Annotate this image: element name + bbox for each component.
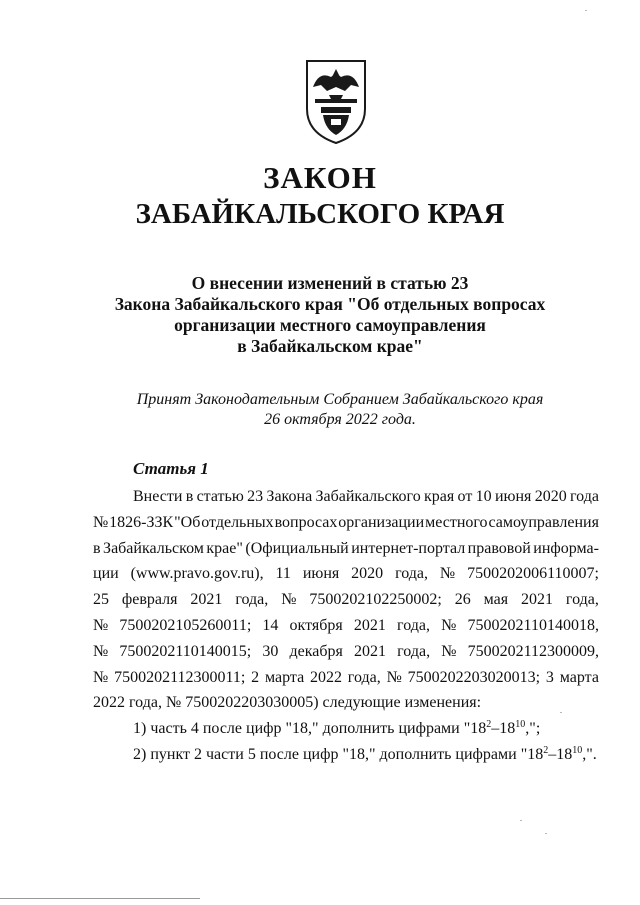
- paragraph-word: 25: [93, 591, 109, 609]
- paragraph-word: №: [441, 642, 457, 660]
- paragraph-word: 30: [262, 642, 279, 660]
- scan-speck: [585, 10, 587, 11]
- paragraph-word: 7500202203020013;: [407, 668, 541, 686]
- paragraph-line: [93, 561, 599, 587]
- paragraph-word: 7500202006110007;: [467, 565, 599, 583]
- paragraph-word: в: [93, 539, 101, 557]
- paragraph-word: №: [281, 591, 297, 609]
- adoption-note: [80, 390, 600, 430]
- scan-speck: [545, 833, 547, 834]
- paragraph-word: 2022: [309, 668, 342, 686]
- paragraph-word: Забайкальского: [315, 488, 421, 505]
- paragraph-word: марта: [559, 668, 599, 686]
- paragraph-word: 14: [262, 616, 279, 634]
- paragraph-word: года,: [347, 668, 381, 686]
- item-text: 1) часть 4 после цифр "18," дополнить цифрами "18: [133, 720, 487, 738]
- adoption-line: 26 октября 2022 года.: [264, 411, 416, 428]
- paragraph-word: 23: [247, 488, 264, 505]
- item-superscript: 2: [486, 719, 492, 731]
- paragraph-word: Внести: [133, 488, 183, 505]
- paragraph-word: 2021: [521, 591, 554, 609]
- paragraph-line: [93, 587, 599, 613]
- amendment-item-1: [93, 716, 599, 742]
- paragraph-line: [93, 536, 599, 562]
- paragraph-word: 11: [275, 565, 291, 583]
- item-text: –18: [548, 745, 573, 763]
- paragraph-word: организации: [338, 513, 425, 531]
- item-superscript: 2: [543, 744, 549, 756]
- paragraph-word: года: [570, 488, 599, 505]
- paragraph-word: 2020: [534, 488, 567, 505]
- paragraph-word: 10: [475, 488, 492, 505]
- item-text: ,".: [582, 745, 597, 763]
- paragraph-word: 26: [454, 591, 471, 609]
- law-name-line: в Забайкальском крае": [237, 336, 423, 356]
- paragraph-word: крае": [206, 539, 243, 557]
- law-name-line: организации местного самоуправления: [174, 315, 486, 335]
- paragraph-line: [93, 613, 599, 639]
- scan-speck: [520, 820, 522, 821]
- law-title: ЗАКОН: [263, 160, 377, 195]
- paragraph-line: [93, 484, 599, 510]
- paragraph-word: интернет-портал: [351, 539, 466, 557]
- paragraph-line: [93, 665, 599, 691]
- paragraph-last-line: 2022 года, № 7500202203030005) следующие изменения:: [93, 694, 482, 712]
- paragraph-word: 7500202112300011;: [114, 668, 246, 686]
- paragraph-word: декабря: [289, 642, 343, 660]
- paragraph-word: года,: [397, 642, 431, 660]
- paragraph-word: Забайкальском: [103, 539, 204, 557]
- paragraph-word: №: [439, 565, 456, 583]
- item-text: 2) пункт 2 части 5 после цифр "18," дополнить цифрами "18: [133, 745, 544, 763]
- paragraph-word: №: [386, 668, 402, 686]
- paragraph-word: Закона: [266, 488, 313, 505]
- paragraph-word: 2021: [354, 642, 386, 660]
- paragraph-word: от: [457, 488, 473, 505]
- article-heading: Статья 1: [133, 459, 209, 478]
- coat-of-arms-icon: [301, 57, 371, 145]
- paragraph-word: №: [93, 668, 109, 686]
- law-name-line: Закона Забайкальского края "Об отдельных вопросах: [114, 294, 546, 314]
- paragraph-word: 7500202110140015;: [119, 642, 252, 660]
- article-paragraph: [93, 484, 599, 690]
- law-name: [80, 273, 580, 357]
- paragraph-word: отдельных: [201, 513, 274, 531]
- paragraph-word: 3: [545, 668, 554, 686]
- paragraph-word: года,: [395, 565, 429, 583]
- paragraph-word: края: [424, 488, 455, 505]
- paragraph-word: 7500202105260011;: [119, 616, 252, 634]
- paragraph-word: 2021: [353, 616, 386, 634]
- law-name-line: О внесении изменений в статью 23: [191, 273, 469, 293]
- paragraph-word: года,: [235, 591, 269, 609]
- paragraph-word: вопросах: [274, 513, 338, 531]
- item-text: –18: [491, 720, 516, 738]
- paragraph-word: июня: [302, 565, 340, 583]
- amendment-item-2: [93, 742, 599, 768]
- paragraph-word: 2: [251, 668, 260, 686]
- item-text: ,";: [525, 720, 541, 738]
- paragraph-word: ции: [93, 565, 119, 583]
- paragraph-word: мая: [483, 591, 509, 609]
- item-superscript: 10: [572, 744, 583, 756]
- paragraph-word: самоуправления: [488, 513, 599, 531]
- article-body: [93, 484, 599, 768]
- paragraph-word: июня: [494, 488, 532, 505]
- scan-speck: [560, 712, 562, 713]
- paragraph-word: 7500202110140018,: [467, 616, 599, 634]
- paragraph-word: 7500202112300009,: [467, 642, 599, 660]
- paragraph-word: информа-: [533, 539, 599, 557]
- law-subtitle: ЗАБАЙКАЛЬСКОГО КРАЯ: [135, 198, 505, 230]
- paragraph-word: 7500202102250002;: [309, 591, 442, 609]
- paragraph-line: [93, 510, 599, 536]
- paragraph-word: 1826-ЗЗК: [109, 513, 174, 531]
- item-superscript: 10: [515, 719, 526, 731]
- paragraph-word: марта: [264, 668, 305, 686]
- paragraph-word: (www.pravo.gov.ru),: [130, 565, 264, 583]
- paragraph-word: правовой: [467, 539, 531, 557]
- paragraph-word: 2021: [190, 591, 223, 609]
- paragraph-word: года,: [565, 591, 599, 609]
- paragraph-word: №: [93, 513, 109, 531]
- adoption-line: Принят Законодательным Собранием Забайкальского края: [136, 391, 544, 408]
- paragraph-word: года,: [397, 616, 430, 634]
- paragraph-word: (Официальный: [245, 539, 349, 557]
- paragraph-word: №: [441, 616, 457, 634]
- paragraph-word: "Об: [174, 513, 201, 531]
- paragraph-word: 2020: [351, 565, 384, 583]
- paragraph-word: в: [185, 488, 194, 505]
- paragraph-word: местного: [425, 513, 488, 531]
- paragraph-word: №: [93, 616, 109, 634]
- paragraph-word: октября: [289, 616, 343, 634]
- paragraph-word: №: [93, 642, 109, 660]
- paragraph-line: [93, 639, 599, 665]
- scan-artifact-line: [0, 898, 200, 899]
- paragraph-word: статью: [196, 488, 244, 505]
- paragraph-word: февраля: [121, 591, 178, 609]
